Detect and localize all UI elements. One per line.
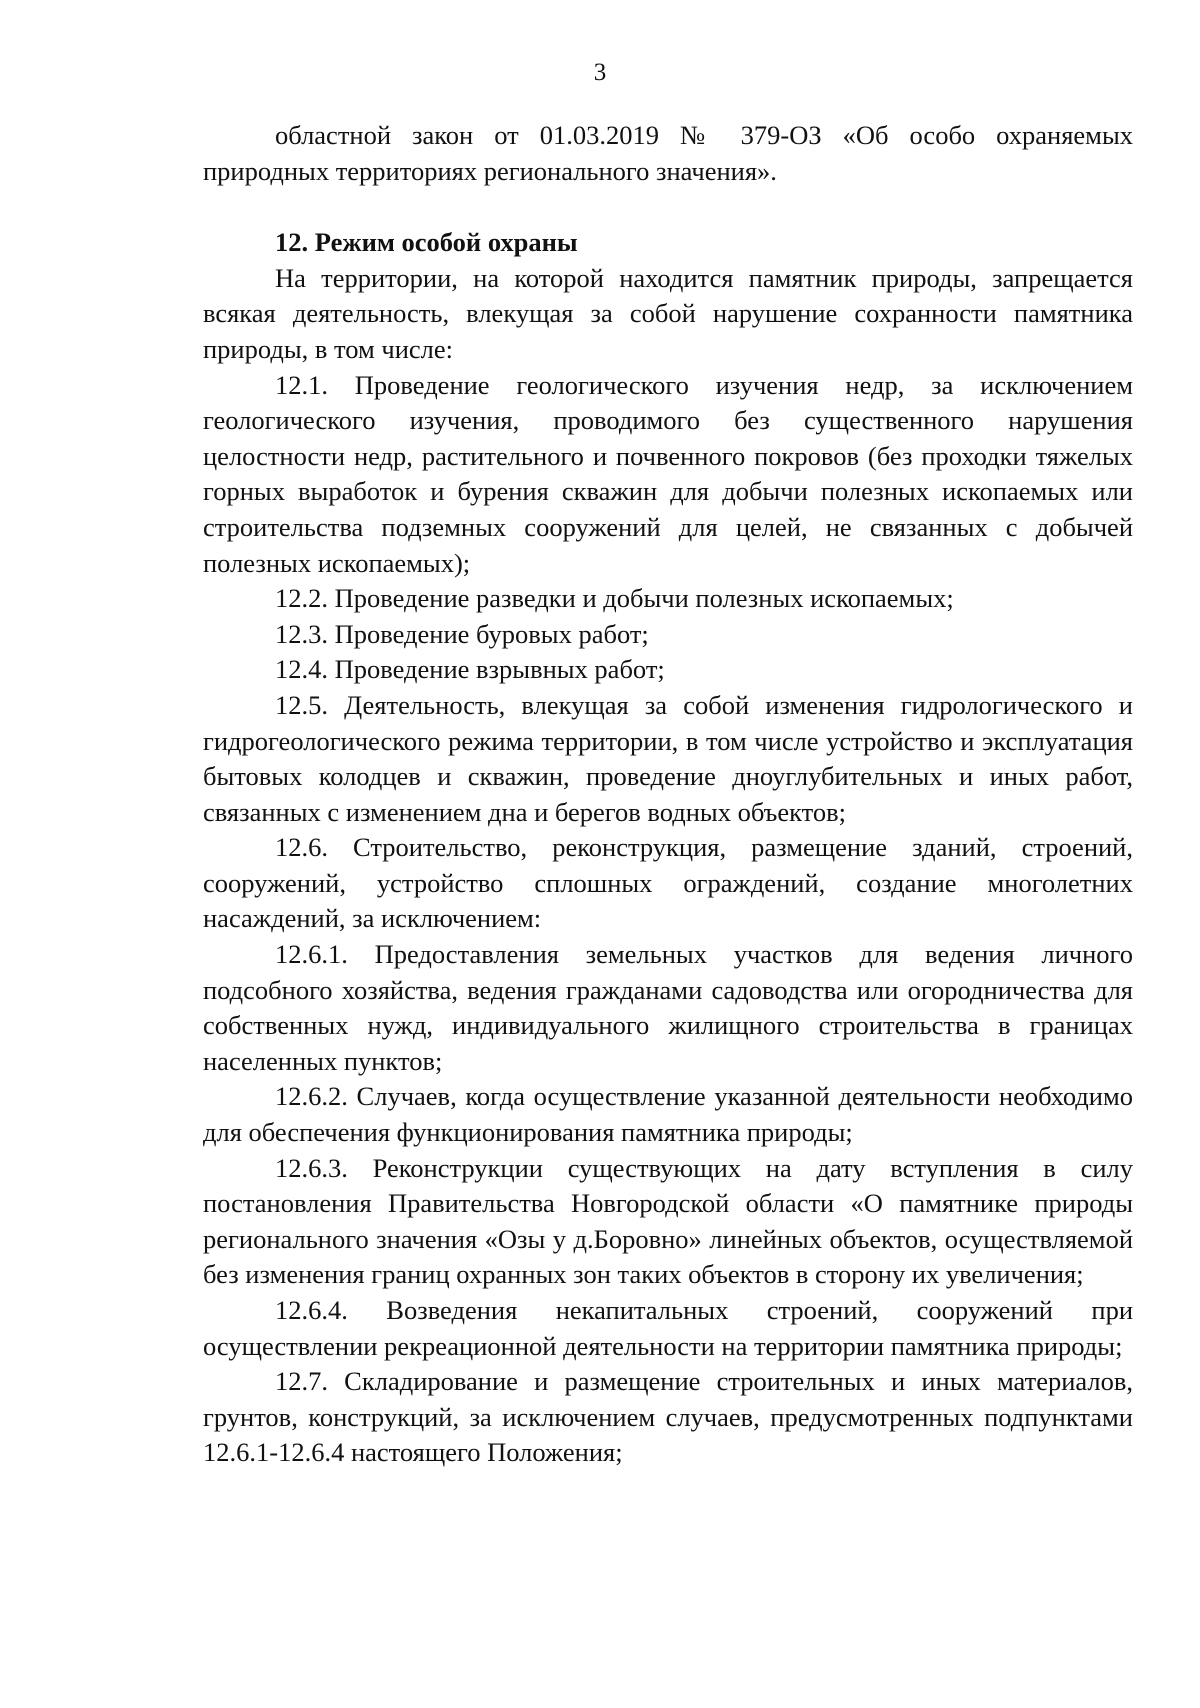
paragraph-subitem: 12.6.3. Реконструкции существующих на дату вступления в силу постановления Правительства Новгородской области «О памятнике природы регионального значения «Озы у д.Боровно» линейных объектов, осуществляемой без изменения границ охранных зон таких объектов в сторону их увеличения; [203, 1152, 1133, 1290]
paragraph-item: 12.4. Проведение взрывных работ; [275, 654, 665, 685]
section-heading: 12. Режим особой охраны [275, 227, 578, 258]
paragraph-item: 12.1. Проведение геологического изучения недр, за исключением геологического изучения, проводимого без существенного нарушения целостности недр, растительного и почвенного покровов (без проходки тяжелых горных выработок и бурения скважин для добычи полезных ископаемых или строительства подземных сооружений для целей, не связанных с добычей полезных ископаемых); [203, 369, 1133, 578]
paragraph-subitem: 12.6.2. Случаев, когда осуществление указанной деятельности необходимо для обеспечения функционирования памятника природы; [203, 1081, 1133, 1148]
paragraph-item: 12.5. Деятельность, влекущая за собой изменения гидрологического и гидрогеологического режима территории, в том числе устройство и эксплуатация бытовых колодцев и скважин, проведение дноуглубительных и иных работ, связанных с изменением дна и берегов водных объектов; [203, 689, 1133, 827]
paragraph-subitem: 12.6.4. Возведения некапитальных строений, сооружений при осуществлении рекреационной деятельности на территории памятника природы; [203, 1295, 1133, 1361]
paragraph-item: 12.7. Складирование и размещение строительных и иных материалов, грунтов, конструкций, за исключением случаев, предусмотренных подпунктами 12.6.1-12.6.4 настоящего Положения; [203, 1366, 1133, 1468]
document-body [203, 118, 1133, 1471]
paragraph-intro: На территории, на которой находится памятник природы, запрещается всякая деятельность, влекущая за собой нарушение сохранности памятника природы, в том числе: [203, 262, 1133, 364]
paragraph-item: 12.2. Проведение разведки и добычи полезных ископаемых; [275, 583, 954, 614]
paragraph-item: 12.3. Проведение буровых работ; [275, 618, 649, 649]
paragraph-subitem: 12.6.1. Предоставления земельных участков для ведения личного подсобного хозяйства, ведения гражданами садоводства или огородничества для собственных нужд, индивидуального жилищного строительства в границах населенных пунктов; [203, 939, 1133, 1076]
page-number: 3 [593, 59, 607, 86]
paragraph-item: 12.6. Строительство, реконструкция, размещение зданий, строений, сооружений, устройство сплошных ограждений, создание многолетних насаждений, за исключением: [203, 832, 1133, 934]
paragraph-law-reference: областной закон от 01.03.2019 № 379-ОЗ «Об особо охраняемых природных территориях регионального значения». [203, 120, 1133, 186]
